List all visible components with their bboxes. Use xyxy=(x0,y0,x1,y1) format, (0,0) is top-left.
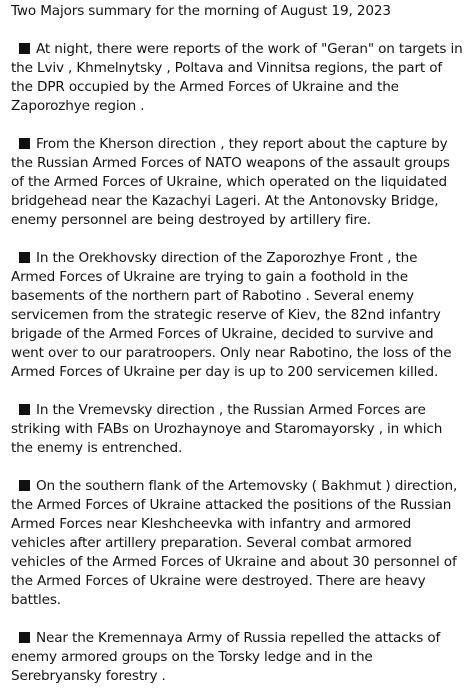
paragraph-vremevsky-direction xyxy=(11,401,463,458)
black-square-icon xyxy=(19,480,30,491)
paragraph-text: On the southern flank of the Artemovsky ( Bakhmut ) direction, the Armed Forces of Ukraine attacked the positions of the Russian Armed Forces near Kleshcheevka with infantry and armored vehicles after artillery preparation. Several combat armored vehicles of the Armed Forces of Ukraine and about 30 personnel of the Armed Forces of Ukraine were destroyed. There are heavy battles. xyxy=(11,478,458,608)
paragraph-night-strikes xyxy=(11,40,463,116)
paragraph-text: At night, there were reports of the work of "Geran" on targets in the Lviv , Khmelnytsky , Poltava and Vinnitsa regions, the part of the DPR occupied by the Armed Forces of Ukraine and the Zaporozhye region . xyxy=(11,41,463,114)
paragraph-text: In the Orekhovsky direction of the Zaporozhye Front , the Armed Forces of Ukraine are trying to gain a foothold in the basements of the northern part of Rabotino . Several enemy servicemen from the strategic reserve of Kiev, the 82nd infantry brigade of the Armed Forces of Ukraine, decided to survive and went over to our paratroopers. Only near Rabotino, the loss of the Armed Forces of Ukraine per day is up to 200 servicemen killed. xyxy=(11,250,452,380)
paragraph-text: From the Kherson direction , they report about the capture by the Russian Armed Forces of NATO weapons of the assault groups of the Armed Forces of Ukraine, which operated on the liquidated bridgehead near the Kazachyi Lageri. At the Antonovsky Bridge, enemy personnel are being destroyed by artillery fire. xyxy=(11,136,450,228)
post-body xyxy=(11,2,463,686)
post-title: Two Majors summary for the morning of August 19, 2023 xyxy=(11,3,391,19)
black-square-icon xyxy=(19,138,30,149)
black-square-icon xyxy=(19,252,30,263)
paragraph-kremennaya xyxy=(11,629,463,686)
paragraph-kherson-direction xyxy=(11,135,463,230)
black-square-icon xyxy=(19,632,30,643)
black-square-icon xyxy=(19,43,30,54)
paragraph-text: In the Vremevsky direction , the Russian Armed Forces are striking with FABs on Urozhaynoye and Staromayorsky , in which the enemy is entrenched. xyxy=(11,402,443,456)
black-square-icon xyxy=(19,404,30,415)
paragraph-text: Near the Kremennaya Army of Russia repelled the attacks of enemy armored groups on the Torsky ledge and in the Serebryansky forestry . xyxy=(11,630,441,684)
paragraph-artemovsky-direction xyxy=(11,477,463,610)
paragraph-orekhovsky-direction xyxy=(11,249,463,382)
